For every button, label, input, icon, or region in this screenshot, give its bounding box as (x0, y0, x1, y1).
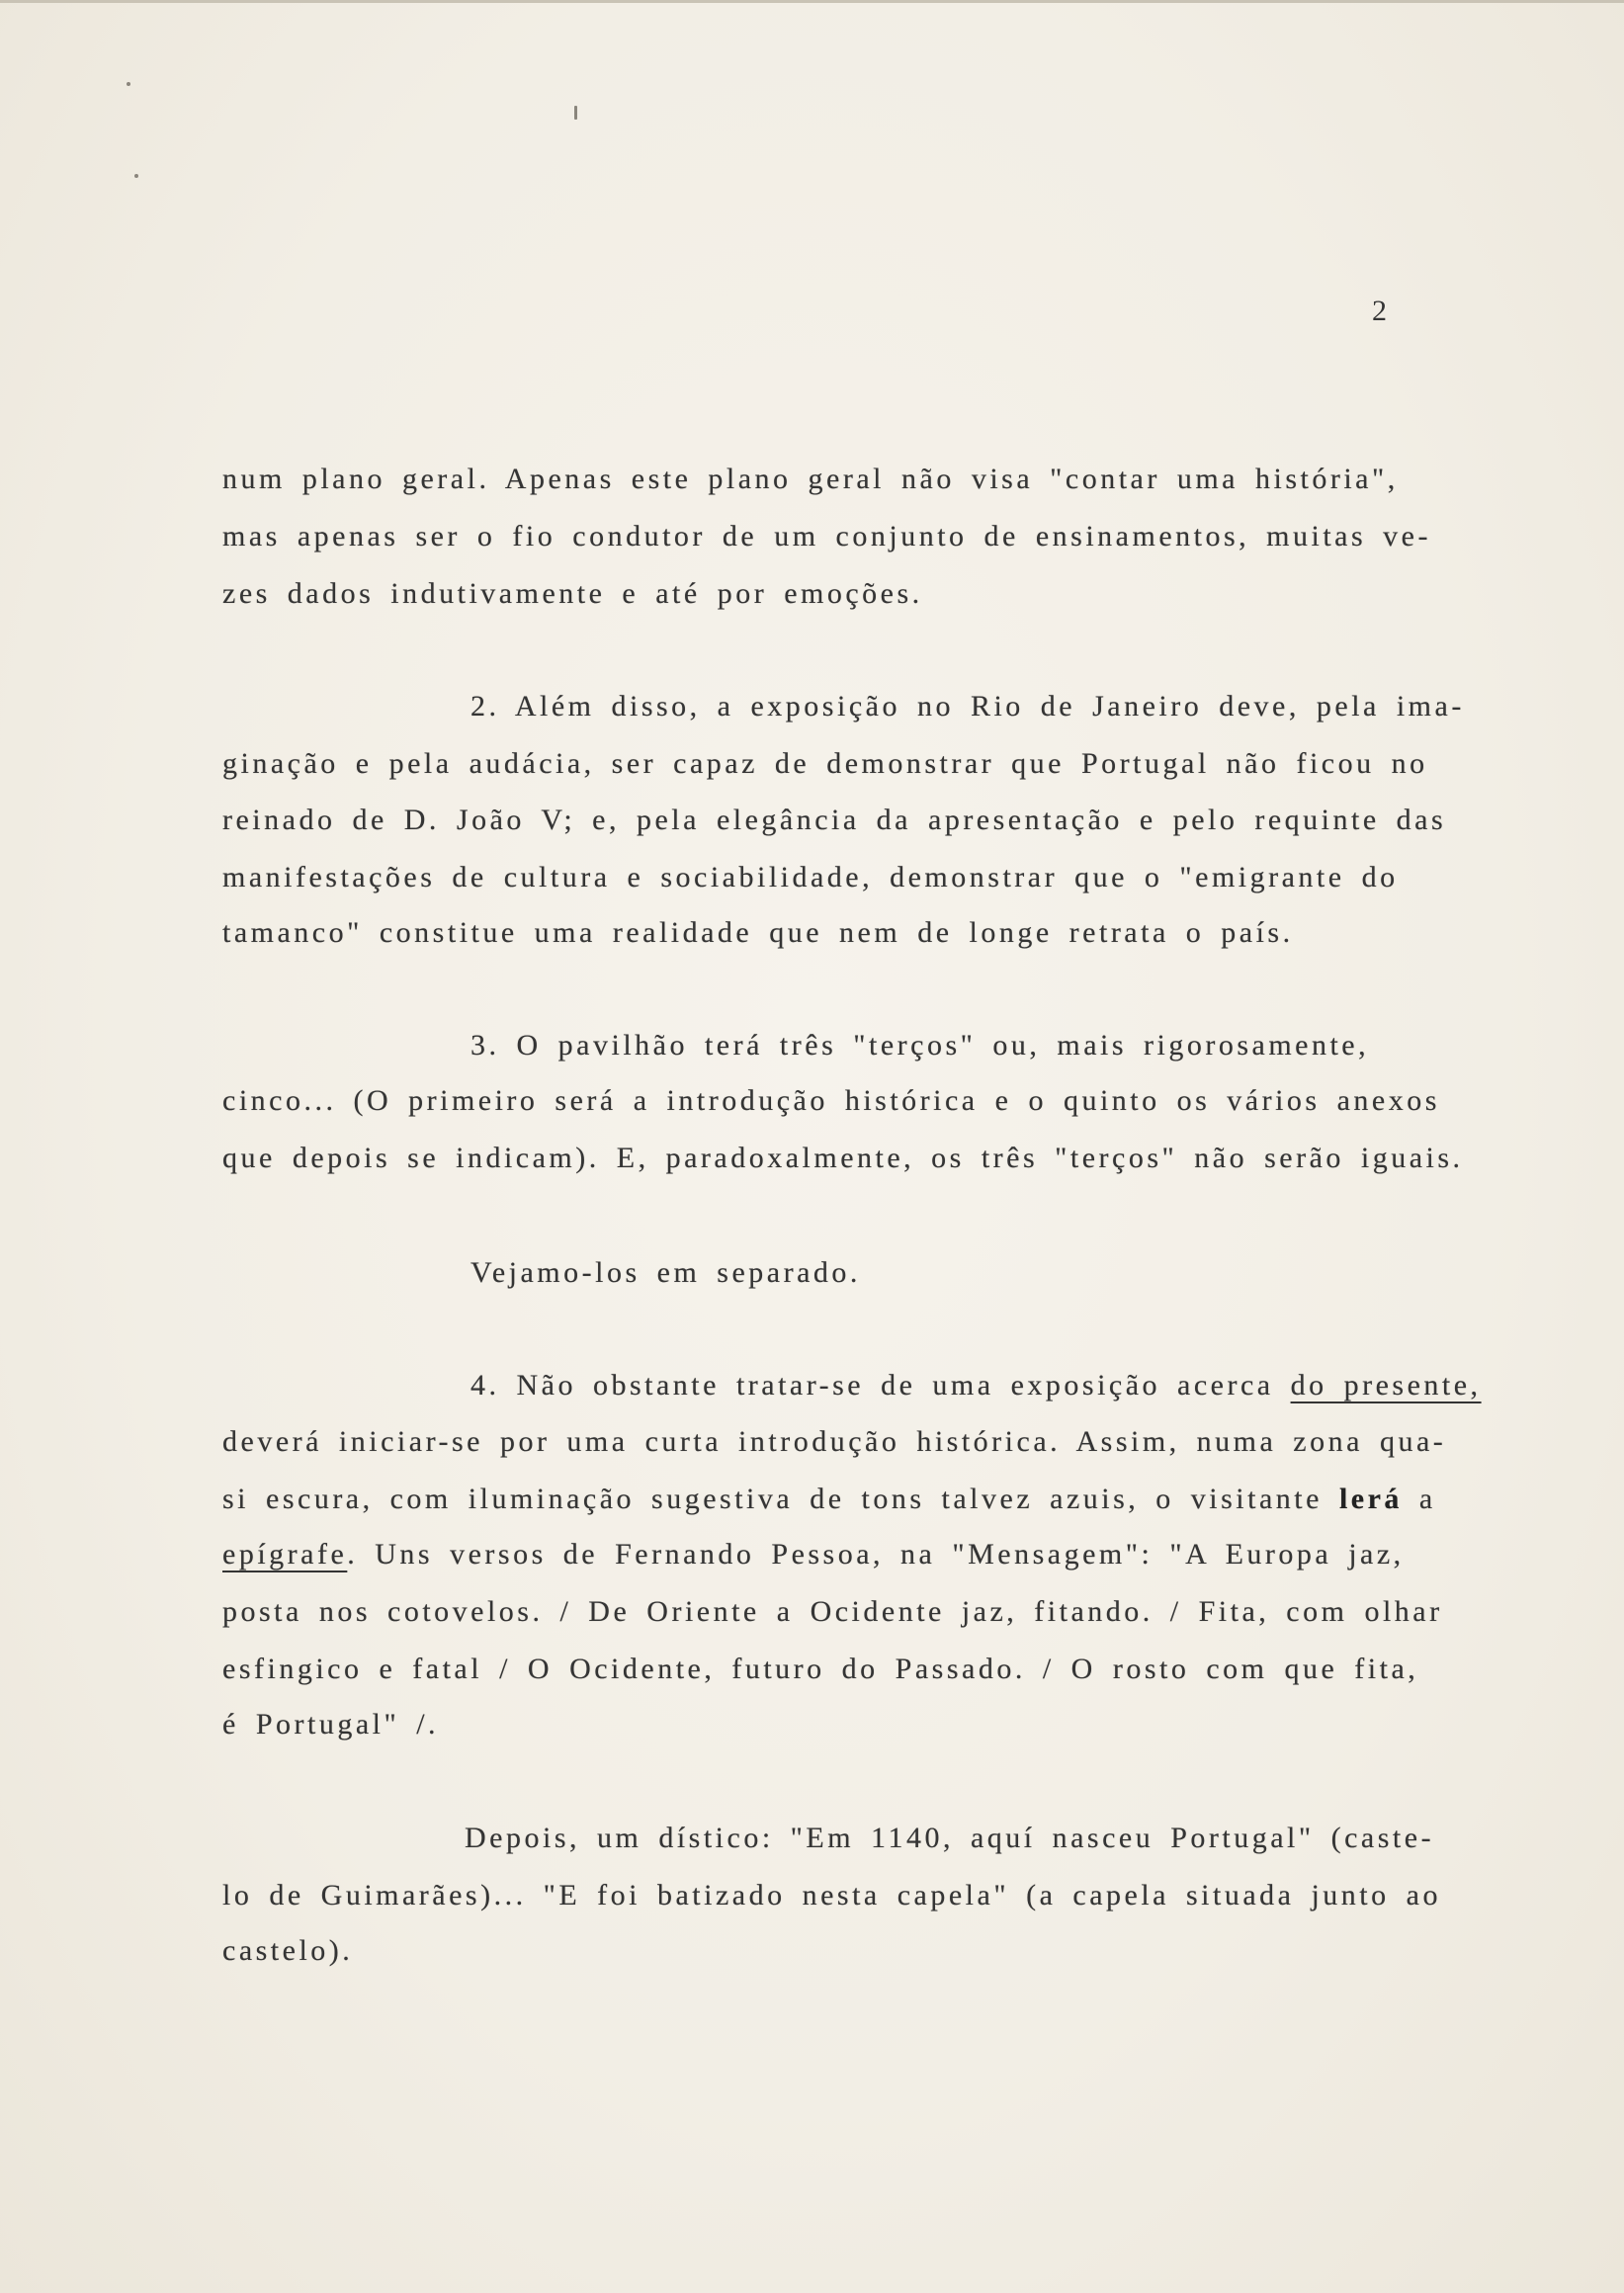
line-text: num plano geral. Apenas este plano geral não visa "contar uma história", (222, 463, 1399, 495)
text-line (470, 687, 1465, 726)
line-text: . Uns versos de Fernando Pessoa, na "Mensagem": "A Europa jaz, (347, 1538, 1405, 1571)
text-line (222, 1931, 353, 1971)
text-line (222, 1081, 1440, 1121)
line-text: 2. Além disso, a exposição no Rio de Janeiro deve, pela ima- (470, 690, 1465, 722)
text-line (222, 801, 1446, 840)
text-line (222, 574, 923, 614)
text-line (222, 1480, 1436, 1519)
line-text: ginação e pela audácia, ser capaz de demonstrar que Portugal não ficou no (222, 747, 1428, 780)
line-text: 3. O pavilhão terá três "terços" ou, mais rigorosamente, (470, 1029, 1370, 1062)
line-text: lo de Guimarães)... "E foi batizado nesta capela" (a capela situada junto ao (222, 1879, 1441, 1911)
underlined-text: epígrafe (222, 1538, 348, 1571)
line-text: cinco... (O primeiro será a introdução histórica e o quinto os vários anexos (222, 1084, 1440, 1117)
text-line (470, 1026, 1369, 1065)
overtyped-text: lerá (1338, 1483, 1403, 1515)
text-line (222, 1139, 1464, 1178)
text-line (222, 1876, 1441, 1915)
text-line (222, 1650, 1418, 1689)
page-number: 2 (1372, 295, 1387, 327)
line-text: si escura, com iluminação sugestiva de tons talvez azuis, o visitante (222, 1483, 1339, 1515)
paper-speck (574, 106, 577, 120)
paper-speck (134, 174, 138, 178)
text-line (470, 1253, 861, 1293)
underlined-text: do presente, (1290, 1369, 1482, 1401)
text-line (470, 1366, 1482, 1405)
text-line (465, 1819, 1434, 1858)
line-text: a (1402, 1483, 1436, 1515)
line-text: reinado de D. João V; e, pela elegância da apresentação e pelo requinte das (222, 804, 1447, 836)
line-text: castelo). (222, 1934, 354, 1967)
text-line (222, 913, 1294, 953)
text-line (222, 1592, 1443, 1632)
line-text: 4. Não obstante tratar-se de uma exposição acerca (470, 1369, 1291, 1401)
text-line (222, 1422, 1446, 1462)
line-text: zes dados indutivamente e até por emoções. (222, 577, 923, 610)
line-text: Depois, um dístico: "Em 1140, aquí nasceu Portugal" (caste- (465, 1822, 1435, 1854)
text-line (222, 460, 1399, 499)
text-line (222, 1705, 439, 1744)
paper-speck (127, 82, 130, 86)
text-line (222, 1535, 1405, 1574)
line-text: mas apenas ser o fio condutor de um conjunto de ensinamentos, muitas ve- (222, 520, 1431, 552)
line-text: esfingico e fatal / O Ocidente, futuro do Passado. / O rosto com que fita, (222, 1653, 1419, 1685)
line-text: tamanco" constitue uma realidade que nem de longe retrata o país. (222, 916, 1294, 949)
line-text: deverá iniciar-se por uma curta introdução histórica. Assim, numa zona qua- (222, 1425, 1447, 1458)
line-text: Vejamo-los em separado. (470, 1256, 861, 1289)
line-text: posta nos cotovelos. / De Oriente a Ocidente jaz, fitando. / Fita, com olhar (222, 1595, 1443, 1628)
line-text: é Portugal" /. (222, 1708, 440, 1741)
line-text: manifestações de cultura e sociabilidade, demonstrar que o "emigrante do (222, 861, 1399, 893)
line-text: que depois se indicam). E, paradoxalmente, os três "terços" não serão iguais. (222, 1142, 1464, 1174)
text-line (222, 858, 1399, 897)
text-line (222, 744, 1428, 784)
text-line (222, 517, 1431, 556)
